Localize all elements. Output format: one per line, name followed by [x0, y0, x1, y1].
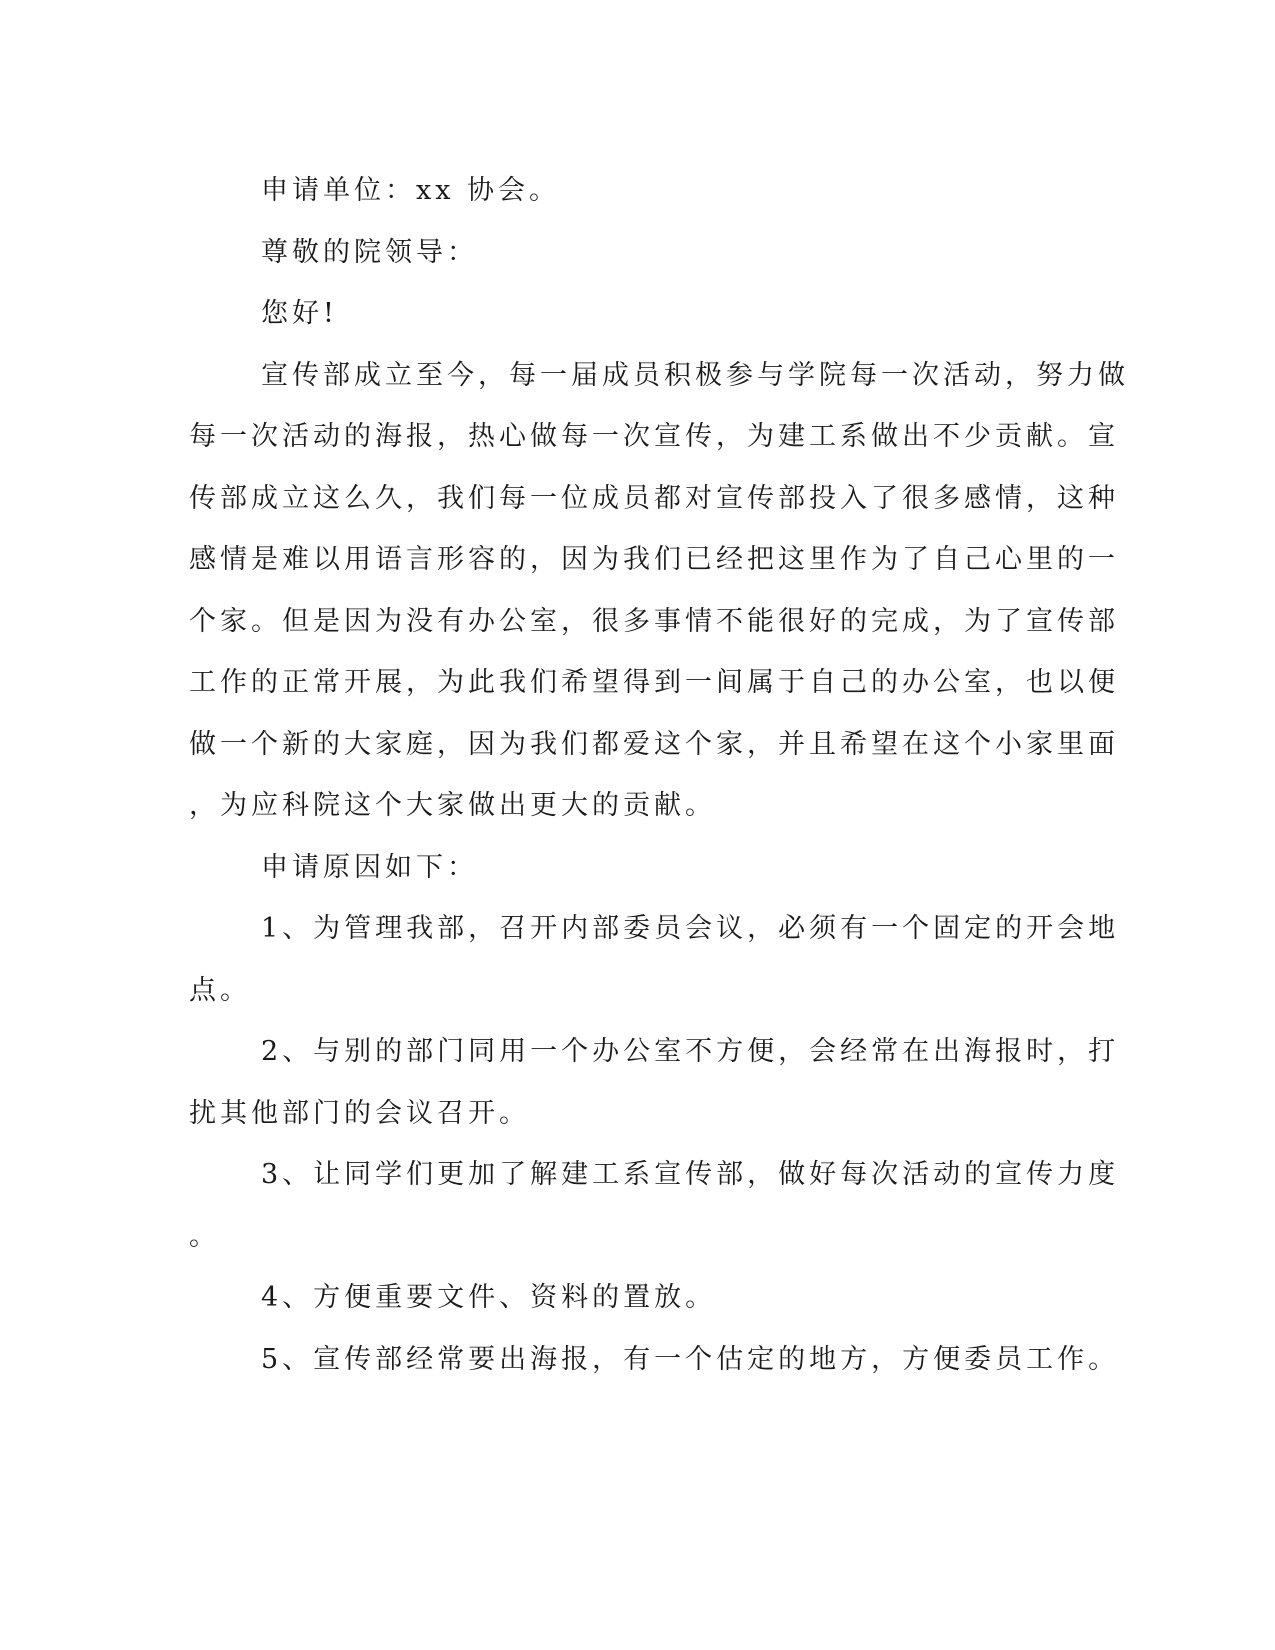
- reason-item-1-cont: 点。: [189, 974, 251, 1006]
- body-line: 宣传部成立至今，每一届成员积极参与学院每一次活动，努力做: [261, 359, 1129, 391]
- reason-item-3: 3、让同学们更加了解建工系宣传部，做好每次活动的宣传力度: [261, 1159, 1120, 1190]
- body-line: 工作的正常开展，为此我们希望得到一间属于自己的办公室，也以便: [189, 667, 1119, 698]
- body-line: 做一个新的大家庭，因为我们都爱这个家，并且希望在这个小家里面: [189, 728, 1119, 760]
- reason-item-1: 1、为管理我部，召开内部委员会议，必须有一个固定的开会地: [261, 913, 1120, 944]
- body-line: 感情是难以用语言形容的，因为我们已经把这里作为了自己心里的一: [189, 544, 1119, 575]
- reasons-heading: 申请原因如下：: [261, 851, 478, 883]
- applicant-line: 申请单位：xx 协会。: [261, 175, 561, 206]
- body-line: 每一次活动的海报，热心做每一次宣传，为建工系做出不少贡献。宣: [189, 421, 1119, 452]
- reason-item-2: 2、与别的部门同用一个办公室不方便，会经常在出海报时，打: [261, 1036, 1120, 1067]
- reason-item-5: 5、宣传部经常要出海报，有一个估定的地方，方便委员工作。: [261, 1343, 1120, 1375]
- reason-item-4: 4、方便重要文件、资料的置放。: [261, 1282, 717, 1313]
- body-line: 传部成立这么久，我们每一位成员都对宣传部投入了很多感情，这种: [189, 482, 1119, 514]
- reason-item-2-cont: 扰其他部门的会议召开。: [189, 1097, 530, 1129]
- document-body: [189, 160, 1129, 1390]
- salutation-line: 尊敬的院领导：: [261, 236, 478, 268]
- body-line: 个家。但是因为没有办公室，很多事情不能很好的完成，为了宣传部: [189, 605, 1119, 637]
- reason-item-3-cont: 。: [189, 1220, 220, 1252]
- greeting-line: 您好!: [261, 298, 338, 329]
- body-line: ，为应科院这个大家做出更大的贡献。: [189, 790, 716, 821]
